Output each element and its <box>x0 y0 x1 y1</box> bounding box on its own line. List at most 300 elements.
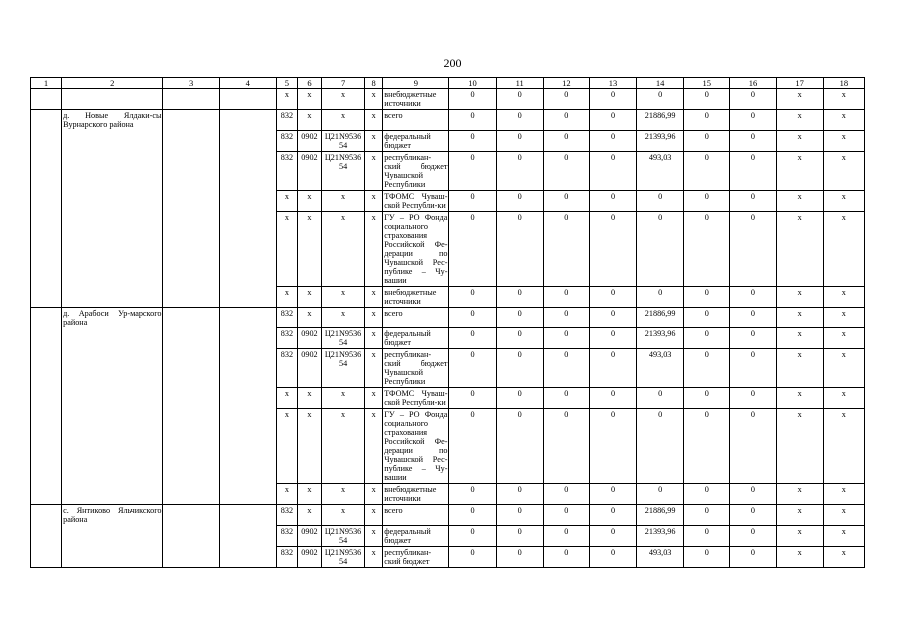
cell-col3 <box>163 130 219 151</box>
cell-col4 <box>219 546 276 567</box>
value-cell-col10: 0 <box>449 409 496 484</box>
table-row <box>31 190 865 211</box>
glavbk-cell: х <box>276 484 297 505</box>
value-cell-col12: 0 <box>543 388 589 409</box>
budget-table <box>30 77 865 568</box>
header-row <box>31 78 865 89</box>
object-name-cell <box>62 190 163 211</box>
value-cell-col17: х <box>776 484 823 505</box>
glavbk-cell: х <box>276 286 297 307</box>
target-article-cell: Ц21N9536 54 <box>322 525 365 546</box>
value-cell-col16: 0 <box>730 505 776 526</box>
value-cell-col11: 0 <box>496 307 543 328</box>
value-cell-col18: х <box>823 349 864 388</box>
cell-col3 <box>163 546 219 567</box>
value-cell-col17: х <box>776 286 823 307</box>
funding-source-cell: внебюджетные источники <box>383 286 449 307</box>
value-cell-col13: 0 <box>589 388 636 409</box>
cell-col4 <box>219 525 276 546</box>
cell-col3 <box>163 190 219 211</box>
value-cell-col12: 0 <box>543 307 589 328</box>
table-row <box>31 505 865 526</box>
funding-source-cell: внебюджетные источники <box>383 484 449 505</box>
value-cell-col13: 0 <box>589 525 636 546</box>
section-cell: х <box>297 110 321 131</box>
value-cell-col15: 0 <box>684 546 730 567</box>
cell-col4 <box>219 211 276 286</box>
cell-col1 <box>31 349 62 388</box>
object-name-cell <box>62 525 163 546</box>
cell-col3 <box>163 525 219 546</box>
column-header-11: 11 <box>496 78 543 89</box>
glavbk-cell: 832 <box>276 110 297 131</box>
value-cell-col18: х <box>823 328 864 349</box>
funding-source-cell: республикан-ский бюджет Чувашской Республики <box>384 152 448 189</box>
section-cell: 0902 <box>297 525 321 546</box>
value-cell-col16: 0 <box>730 130 776 151</box>
cell-col4 <box>219 151 276 190</box>
value-cell-col13: 0 <box>589 211 636 286</box>
value-cell-col18: х <box>823 89 864 110</box>
value-cell-col16: 0 <box>730 89 776 110</box>
value-cell-col15: 0 <box>684 89 730 110</box>
section-cell: 0902 <box>297 546 321 567</box>
value-cell-col17: х <box>776 211 823 286</box>
target-article-cell: х <box>322 409 365 484</box>
funding-source-cell: внебюджетные источники <box>383 89 449 110</box>
cell-col1 <box>31 110 62 131</box>
object-name-cell: с. Янтиково Яльчикского района <box>63 506 162 524</box>
value-cell-col13: 0 <box>589 328 636 349</box>
table-row <box>31 546 865 567</box>
value-cell-col18: х <box>823 546 864 567</box>
cell-col3 <box>163 151 219 190</box>
value-cell-col10: 0 <box>449 286 496 307</box>
object-name-cell <box>62 130 163 151</box>
funding-source-cell: республикан-ский бюджет Чувашской Республики <box>384 350 448 386</box>
value-cell-col18: х <box>823 525 864 546</box>
object-name-cell <box>62 349 163 388</box>
value-cell-col12: 0 <box>543 110 589 131</box>
value-cell-col13: 0 <box>589 286 636 307</box>
object-name-cell <box>62 89 163 110</box>
section-cell: х <box>297 211 321 286</box>
value-cell-col11: 0 <box>496 349 543 388</box>
value-cell-col14: 21886,99 <box>637 110 684 131</box>
object-name-cell <box>62 211 163 286</box>
value-cell-col11: 0 <box>496 151 543 190</box>
value-cell-col11: 0 <box>496 546 543 567</box>
value-cell-col10: 0 <box>449 89 496 110</box>
value-cell-col12: 0 <box>543 89 589 110</box>
value-cell-col10: 0 <box>449 211 496 286</box>
cell-col3 <box>163 110 219 131</box>
value-cell-col13: 0 <box>589 546 636 567</box>
target-article-cell: х <box>322 505 365 526</box>
cell-col1 <box>31 151 62 190</box>
value-cell-col13: 0 <box>589 110 636 131</box>
value-cell-col15: 0 <box>684 505 730 526</box>
expense-type-cell: х <box>365 505 383 526</box>
cell-col4 <box>219 307 276 328</box>
target-article-cell: Ц21N9536 54 <box>322 130 365 151</box>
funding-source-cell: всего <box>383 505 449 526</box>
glavbk-cell: 832 <box>276 130 297 151</box>
value-cell-col12: 0 <box>543 546 589 567</box>
funding-source-cell: федеральный бюджет <box>383 525 449 546</box>
value-cell-col16: 0 <box>730 151 776 190</box>
cell-col4 <box>219 484 276 505</box>
target-article-cell: Ц21N9536 54 <box>322 151 365 190</box>
cell-col4 <box>219 388 276 409</box>
column-header-2: 2 <box>62 78 163 89</box>
value-cell-col14: 493,03 <box>637 349 684 388</box>
glavbk-cell: 832 <box>276 349 297 388</box>
object-name-cell <box>62 388 163 409</box>
value-cell-col15: 0 <box>684 525 730 546</box>
column-header-4: 4 <box>219 78 276 89</box>
column-header-1: 1 <box>31 78 62 89</box>
section-cell: х <box>297 484 321 505</box>
glavbk-cell: 832 <box>276 505 297 526</box>
object-name-cell <box>62 151 163 190</box>
value-cell-col13: 0 <box>589 349 636 388</box>
table-row <box>31 286 865 307</box>
value-cell-col11: 0 <box>496 130 543 151</box>
value-cell-col15: 0 <box>684 211 730 286</box>
expense-type-cell: х <box>365 307 383 328</box>
table-row <box>31 349 865 388</box>
value-cell-col12: 0 <box>543 211 589 286</box>
expense-type-cell: х <box>365 546 383 567</box>
target-article-cell: х <box>322 484 365 505</box>
value-cell-col16: 0 <box>730 211 776 286</box>
value-cell-col10: 0 <box>449 484 496 505</box>
value-cell-col18: х <box>823 151 864 190</box>
value-cell-col12: 0 <box>543 409 589 484</box>
expense-type-cell: х <box>365 525 383 546</box>
section-cell: 0902 <box>297 328 321 349</box>
value-cell-col18: х <box>823 110 864 131</box>
value-cell-col17: х <box>776 130 823 151</box>
value-cell-col16: 0 <box>730 110 776 131</box>
value-cell-col15: 0 <box>684 110 730 131</box>
cell-col4 <box>219 409 276 484</box>
value-cell-col13: 0 <box>589 130 636 151</box>
value-cell-col16: 0 <box>730 349 776 388</box>
value-cell-col12: 0 <box>543 190 589 211</box>
column-header-5: 5 <box>276 78 297 89</box>
column-header-8: 8 <box>365 78 383 89</box>
cell-col4 <box>219 328 276 349</box>
value-cell-col11: 0 <box>496 409 543 484</box>
column-header-10: 10 <box>449 78 496 89</box>
value-cell-col13: 0 <box>589 409 636 484</box>
column-header-16: 16 <box>730 78 776 89</box>
value-cell-col11: 0 <box>496 525 543 546</box>
section-cell: 0902 <box>297 151 321 190</box>
value-cell-col15: 0 <box>684 349 730 388</box>
value-cell-col15: 0 <box>684 286 730 307</box>
value-cell-col10: 0 <box>449 546 496 567</box>
cell-col1 <box>31 388 62 409</box>
glavbk-cell: х <box>276 388 297 409</box>
cell-col1 <box>31 505 62 526</box>
funding-source-cell: ТФОМС Чуваш-ской Республи-ки <box>384 389 448 407</box>
value-cell-col15: 0 <box>684 190 730 211</box>
value-cell-col17: х <box>776 110 823 131</box>
value-cell-col14: 21393,96 <box>637 130 684 151</box>
value-cell-col16: 0 <box>730 190 776 211</box>
value-cell-col16: 0 <box>730 286 776 307</box>
table-row <box>31 525 865 546</box>
section-cell: х <box>297 89 321 110</box>
expense-type-cell: х <box>365 151 383 190</box>
cell-col4 <box>219 130 276 151</box>
cell-col3 <box>163 409 219 484</box>
value-cell-col15: 0 <box>684 151 730 190</box>
column-header-12: 12 <box>543 78 589 89</box>
value-cell-col14: 0 <box>637 211 684 286</box>
value-cell-col18: х <box>823 409 864 484</box>
value-cell-col17: х <box>776 388 823 409</box>
section-cell: 0902 <box>297 349 321 388</box>
value-cell-col15: 0 <box>684 328 730 349</box>
value-cell-col17: х <box>776 190 823 211</box>
cell-col1 <box>31 525 62 546</box>
glavbk-cell: 832 <box>276 307 297 328</box>
value-cell-col10: 0 <box>449 190 496 211</box>
cell-col3 <box>163 307 219 328</box>
table-row <box>31 110 865 131</box>
value-cell-col11: 0 <box>496 286 543 307</box>
cell-col1 <box>31 211 62 286</box>
target-article-cell: Ц21N9536 54 <box>322 349 365 388</box>
glavbk-cell: х <box>276 89 297 110</box>
value-cell-col10: 0 <box>449 151 496 190</box>
expense-type-cell: х <box>365 130 383 151</box>
value-cell-col17: х <box>776 525 823 546</box>
value-cell-col13: 0 <box>589 190 636 211</box>
value-cell-col12: 0 <box>543 525 589 546</box>
value-cell-col14: 21886,99 <box>637 307 684 328</box>
cell-col1 <box>31 409 62 484</box>
value-cell-col13: 0 <box>589 307 636 328</box>
value-cell-col15: 0 <box>684 130 730 151</box>
value-cell-col14: 0 <box>637 89 684 110</box>
object-name-cell <box>62 328 163 349</box>
value-cell-col11: 0 <box>496 190 543 211</box>
value-cell-col13: 0 <box>589 484 636 505</box>
value-cell-col12: 0 <box>543 349 589 388</box>
expense-type-cell: х <box>365 89 383 110</box>
expense-type-cell: х <box>365 190 383 211</box>
target-article-cell: х <box>322 286 365 307</box>
target-article-cell: х <box>322 190 365 211</box>
cell-col3 <box>163 484 219 505</box>
value-cell-col18: х <box>823 286 864 307</box>
cell-col1 <box>31 130 62 151</box>
object-name-cell: д. Новые Ялдаки-сы Вурнарского района <box>63 111 162 129</box>
value-cell-col14: 0 <box>637 286 684 307</box>
target-article-cell: х <box>322 388 365 409</box>
value-cell-col14: 21393,96 <box>637 525 684 546</box>
glavbk-cell: х <box>276 211 297 286</box>
column-header-14: 14 <box>637 78 684 89</box>
value-cell-col11: 0 <box>496 211 543 286</box>
section-cell: х <box>297 307 321 328</box>
column-header-9: 9 <box>383 78 449 89</box>
target-article-cell: Ц21N9536 54 <box>322 328 365 349</box>
object-name-cell <box>62 484 163 505</box>
cell-col3 <box>163 349 219 388</box>
value-cell-col15: 0 <box>684 409 730 484</box>
cell-col1 <box>31 307 62 328</box>
expense-type-cell: х <box>365 211 383 286</box>
cell-col3 <box>163 388 219 409</box>
value-cell-col17: х <box>776 89 823 110</box>
funding-source-cell: республикан-ский бюджет <box>383 546 449 567</box>
value-cell-col15: 0 <box>684 388 730 409</box>
value-cell-col12: 0 <box>543 484 589 505</box>
value-cell-col12: 0 <box>543 328 589 349</box>
page-number: 200 <box>443 56 462 70</box>
column-header-17: 17 <box>776 78 823 89</box>
cell-col4 <box>219 110 276 131</box>
cell-col4 <box>219 190 276 211</box>
object-name-cell: д. Арабоси Ур-марского района <box>63 308 162 327</box>
cell-col4 <box>219 286 276 307</box>
value-cell-col12: 0 <box>543 151 589 190</box>
column-header-6: 6 <box>297 78 321 89</box>
column-header-13: 13 <box>589 78 636 89</box>
section-cell: х <box>297 286 321 307</box>
value-cell-col16: 0 <box>730 388 776 409</box>
value-cell-col16: 0 <box>730 546 776 567</box>
value-cell-col10: 0 <box>449 130 496 151</box>
value-cell-col18: х <box>823 190 864 211</box>
value-cell-col14: 21393,96 <box>637 328 684 349</box>
column-header-3: 3 <box>163 78 219 89</box>
value-cell-col14: 21886,99 <box>637 505 684 526</box>
glavbk-cell: 832 <box>276 546 297 567</box>
value-cell-col16: 0 <box>730 307 776 328</box>
table-row <box>31 89 865 110</box>
value-cell-col12: 0 <box>543 286 589 307</box>
expense-type-cell: х <box>365 409 383 484</box>
glavbk-cell: х <box>276 190 297 211</box>
value-cell-col10: 0 <box>449 328 496 349</box>
object-name-cell <box>62 546 163 567</box>
table-body <box>31 78 865 568</box>
value-cell-col11: 0 <box>496 89 543 110</box>
table-row <box>31 409 865 484</box>
value-cell-col10: 0 <box>449 388 496 409</box>
cell-col1 <box>31 286 62 307</box>
funding-source-cell: ГУ – РО Фонда социального страхования Российской Фе-дерации по Чувашской Рес-публике – Чу-вашии <box>384 212 448 285</box>
value-cell-col17: х <box>776 307 823 328</box>
cell-col3 <box>163 286 219 307</box>
section-cell: х <box>297 190 321 211</box>
section-cell: х <box>297 505 321 526</box>
cell-col4 <box>219 349 276 388</box>
value-cell-col14: 493,03 <box>637 151 684 190</box>
table-row <box>31 307 865 328</box>
expense-type-cell: х <box>365 484 383 505</box>
value-cell-col15: 0 <box>684 307 730 328</box>
value-cell-col11: 0 <box>496 328 543 349</box>
value-cell-col17: х <box>776 409 823 484</box>
value-cell-col18: х <box>823 211 864 286</box>
section-cell: х <box>297 409 321 484</box>
value-cell-col14: 0 <box>637 388 684 409</box>
section-cell: 0902 <box>297 130 321 151</box>
value-cell-col16: 0 <box>730 409 776 484</box>
glavbk-cell: 832 <box>276 328 297 349</box>
value-cell-col17: х <box>776 328 823 349</box>
value-cell-col17: х <box>776 349 823 388</box>
cell-col3 <box>163 505 219 526</box>
funding-source-cell: ГУ – РО Фонда социального страхования Российской Фе-дерации по Чувашской Рес-публике – Чу-вашии <box>384 410 448 482</box>
expense-type-cell: х <box>365 110 383 131</box>
glavbk-cell: 832 <box>276 151 297 190</box>
value-cell-col11: 0 <box>496 484 543 505</box>
value-cell-col12: 0 <box>543 130 589 151</box>
value-cell-col13: 0 <box>589 505 636 526</box>
value-cell-col11: 0 <box>496 388 543 409</box>
value-cell-col14: 0 <box>637 484 684 505</box>
value-cell-col18: х <box>823 484 864 505</box>
value-cell-col10: 0 <box>449 307 496 328</box>
target-article-cell: х <box>322 211 365 286</box>
target-article-cell: х <box>322 89 365 110</box>
funding-source-cell: федеральный бюджет <box>383 328 449 349</box>
object-name-cell <box>62 286 163 307</box>
value-cell-col16: 0 <box>730 484 776 505</box>
funding-source-cell: всего <box>383 307 449 328</box>
value-cell-col17: х <box>776 546 823 567</box>
value-cell-col14: 0 <box>637 409 684 484</box>
column-header-7: 7 <box>322 78 365 89</box>
cell-col4 <box>219 89 276 110</box>
section-cell: х <box>297 388 321 409</box>
expense-type-cell: х <box>365 328 383 349</box>
value-cell-col18: х <box>823 505 864 526</box>
value-cell-col10: 0 <box>449 505 496 526</box>
cell-col3 <box>163 89 219 110</box>
value-cell-col18: х <box>823 130 864 151</box>
object-name-cell <box>62 409 163 484</box>
column-header-18: 18 <box>823 78 864 89</box>
expense-type-cell: х <box>365 349 383 388</box>
cell-col1 <box>31 89 62 110</box>
value-cell-col11: 0 <box>496 505 543 526</box>
value-cell-col16: 0 <box>730 328 776 349</box>
target-article-cell: Ц21N9536 54 <box>322 546 365 567</box>
funding-source-cell: всего <box>383 110 449 131</box>
value-cell-col12: 0 <box>543 505 589 526</box>
glavbk-cell: х <box>276 409 297 484</box>
cell-col1 <box>31 484 62 505</box>
cell-col1 <box>31 190 62 211</box>
funding-source-cell: ТФОМС Чуваш-ской Республи-ки <box>384 191 448 210</box>
value-cell-col10: 0 <box>449 349 496 388</box>
cell-col4 <box>219 505 276 526</box>
target-article-cell: х <box>322 307 365 328</box>
value-cell-col17: х <box>776 505 823 526</box>
cell-col3 <box>163 328 219 349</box>
funding-source-cell: федеральный бюджет <box>383 130 449 151</box>
